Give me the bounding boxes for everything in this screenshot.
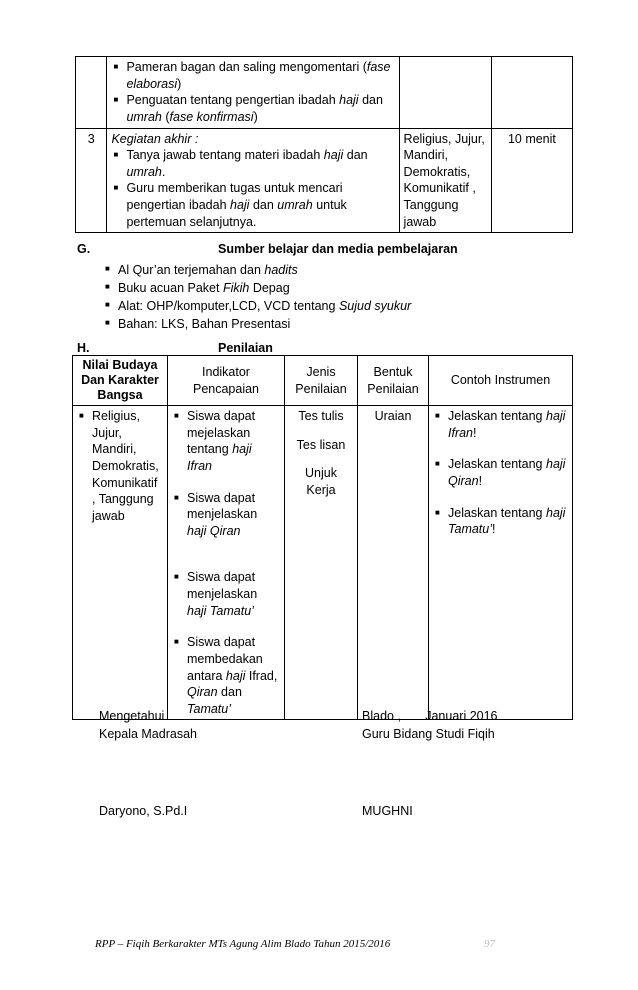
list-item: ■ Pameran bagan dan saling mengomentari (fase elaborasi) [111,59,394,92]
list-item: ■ Siswa dapat membedakan antara haji Ifrad, Qiran dan Tamatu’ [172,634,280,717]
section-g-title: Sumber belajar dan media pembelajaran [218,242,458,256]
signature-left-name: Daryono, S.Pd.I [99,804,188,818]
table-row [76,128,573,233]
list-item: ■ Siswa dapat mejelaskan tentang haji Ifran [172,408,280,475]
table-header-row [73,356,573,406]
signature-right-line1: Blado , Januari 2016 [362,709,498,723]
table-row [73,406,573,720]
header-indikator: Indikator Pencapaian [168,356,285,406]
character-values: ■ Religius, Jujur, Mandiri, Demokratis, Komunikatif , Tanggung jawab [77,408,163,524]
assessment-type: Unjuk Kerja [305,466,337,497]
learning-resources-list [103,261,411,333]
section-h-letter: H. [77,341,90,355]
instrument-list [433,408,568,538]
list-item: ■ Guru memberikan tugas untuk mencari pengertian ibadah haji dan umrah untuk pertemuan selanjutnya. [111,180,394,230]
list-item: ■ Siswa dapat menjelaskan haji Tamatu’ [172,569,280,619]
character-values: Religius, Jujur, Mandiri, Demokratis, Komunikatif , Tanggung jawab [403,131,485,229]
header-contoh: Contoh Instrumen [429,356,573,406]
time-allocation: 10 menit [491,128,572,233]
activity-table [75,56,573,233]
activity-list [111,147,394,230]
list-item: ■ Jelaskan tentang haji Qiran! [433,456,568,489]
signature-right-name: MUGHNI [362,804,413,818]
list-item: ■ Buku acuan Paket Fikih Depag [103,279,411,297]
signature-left-line2: Kepala Madrasah [99,727,197,741]
page-number: 97 [484,938,495,950]
signature-left-line1: Mengetahui [99,709,165,723]
signature-right-line2: Guru Bidang Studi Fiqih [362,727,495,741]
assessment-table [72,355,573,720]
header-bentuk: Bentuk Penilaian [358,356,429,406]
list-item: ■ Tanya jawab tentang materi ibadah haji dan umrah. [111,147,394,180]
indicator-list [172,408,280,717]
list-item: ■ Al Qur’an terjemahan dan hadits [103,261,411,279]
section-g-letter: G. [77,242,91,256]
row-number: 3 [76,128,107,233]
section-h-title: Penilaian [218,341,273,355]
assessment-type: Tes lisan [296,437,346,452]
list-item: ■ Penguatan tentang pengertian ibadah haji dan umrah (fase konfirmasi) [111,92,394,125]
list-item: ■ Alat: OHP/komputer,LCD, VCD tentang Sujud syukur [103,297,411,315]
activity-heading: Kegiatan akhir : [111,131,199,146]
activity-list [111,59,394,126]
table-row [76,57,573,129]
list-item: ■ Bahan: LKS, Bahan Presentasi [103,315,411,333]
header-jenis: Jenis Penilaian [285,356,358,406]
footer-text: RPP – Fiqih Berkarakter MTs Agung Alim Blado Tahun 2015/2016 [95,938,391,950]
list-item: ■ Siswa dapat menjelaskan haji Qiran [172,490,280,540]
list-item: ■ Jelaskan tentang haji Ifran! [433,408,568,441]
list-item: ■ Jelaskan tentang haji Tamatu’! [433,505,568,538]
assessment-form: Uraian [358,406,429,720]
header-nilai: Nilai Budaya Dan Karakter Bangsa [73,356,168,406]
assessment-type: Tes tulis [298,409,344,423]
